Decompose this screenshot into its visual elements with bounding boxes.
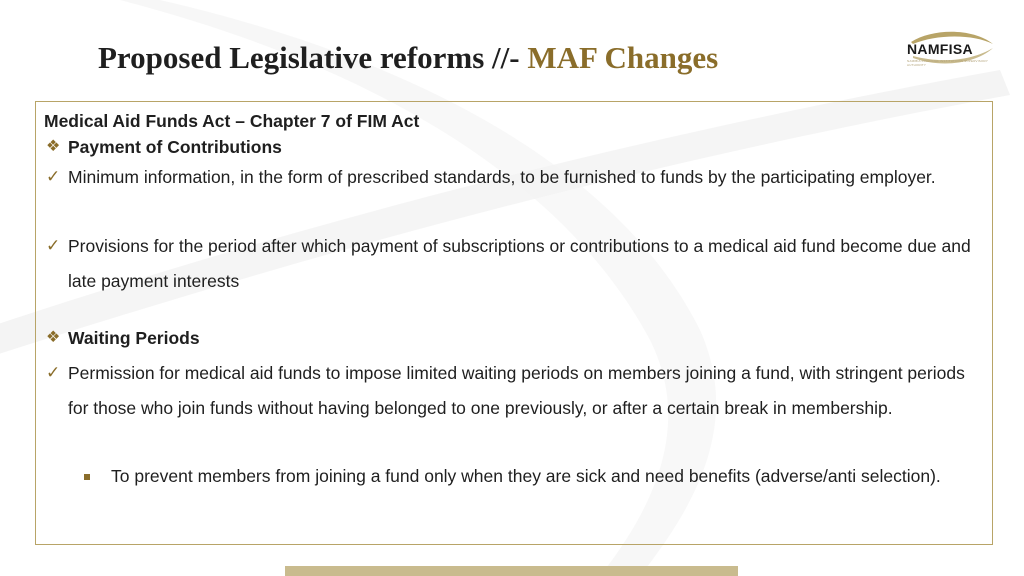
- diamond-bullet-icon: ❖: [46, 138, 61, 155]
- waiting-sub-item-1: To prevent members from joining a fund only when they are sick and need benefits (adverse/anti selection).: [111, 466, 941, 486]
- title-accent: MAF Changes: [527, 40, 719, 75]
- slide-title: [98, 40, 718, 76]
- payment-item-1: Minimum information, in the form of prescribed standards, to be furnished to funds by the participating employer.: [68, 167, 936, 187]
- waiting-item-1: Permission for medical aid funds to impose limited waiting periods on members joining a fund, with stringent periods for those who join funds without having belonged to one previously, or after a certain break in membership.: [68, 363, 965, 418]
- namfisa-logo: [903, 30, 995, 72]
- diamond-bullet-icon: ❖: [46, 329, 61, 346]
- logo-name: NAMFISA: [907, 41, 973, 57]
- section-payment-title: Payment of Contributions: [68, 137, 282, 157]
- title-main: Proposed Legislative reforms //-: [98, 40, 528, 75]
- payment-item-2: Provisions for the period after which payment of subscriptions or contributions to a medical aid fund become due and late payment interests: [68, 236, 971, 291]
- square-bullet-icon: [84, 474, 90, 480]
- checkmark-icon: ✓: [46, 236, 61, 255]
- content-heading: Medical Aid Funds Act – Chapter 7 of FIM Act: [44, 111, 420, 131]
- checkmark-icon: ✓: [46, 363, 61, 382]
- bottom-accent-bar: [285, 566, 738, 576]
- section-waiting-title: Waiting Periods: [68, 328, 200, 348]
- logo-subtitle: NAMIBIA FINANCIAL INSTITUTIONS SUPERVISORY AUTHORITY: [907, 59, 988, 67]
- checkmark-icon: ✓: [46, 167, 61, 186]
